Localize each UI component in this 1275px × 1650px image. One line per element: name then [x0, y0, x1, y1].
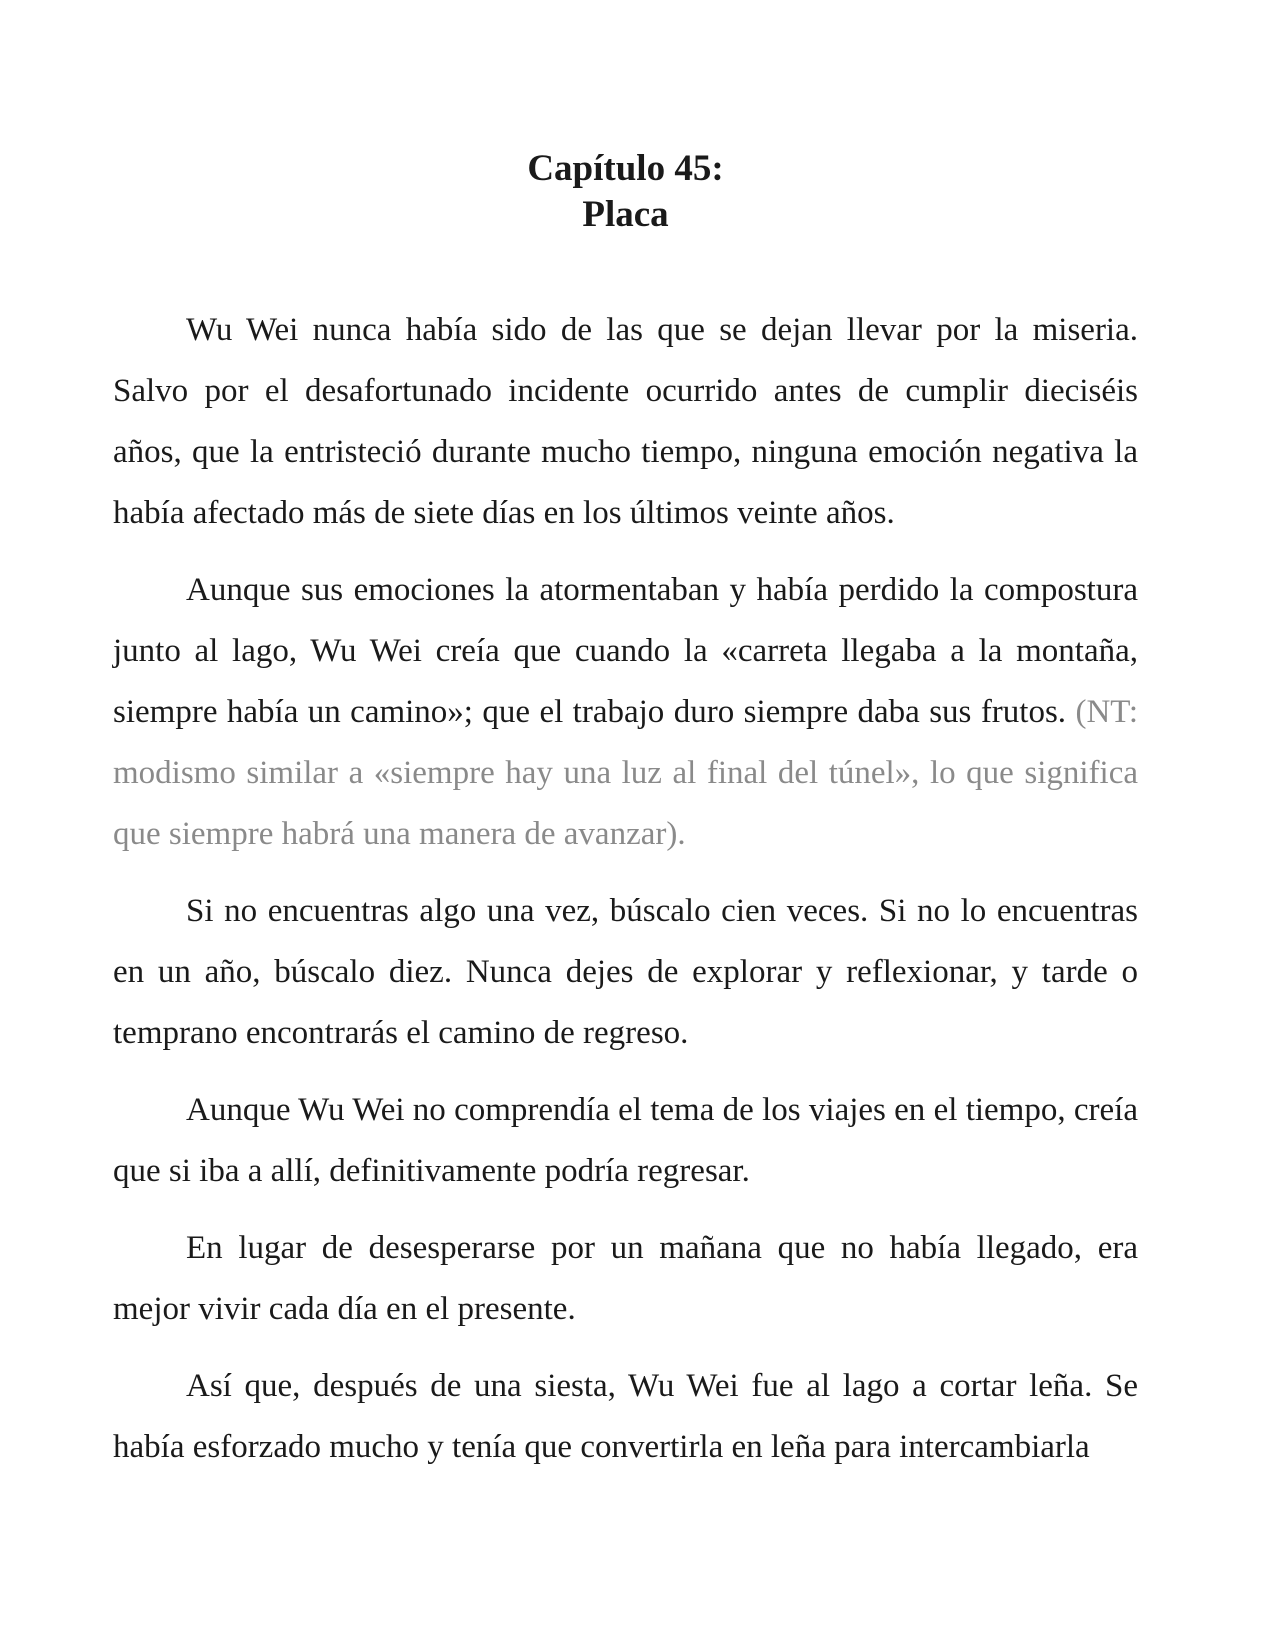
paragraph-6 — [113, 1356, 1138, 1478]
paragraph-text: Aunque sus emociones la atormentaban y había perdido la compostura junto al lago, Wu Wei creía que cuando la «carreta llegaba a la montaña, siempre había un camino»; que el trabajo duro siempre daba sus frutos. — [113, 572, 1138, 730]
paragraph-5 — [113, 1218, 1138, 1340]
paragraph-text: Si no encuentras algo una vez, búscalo cien veces. Si no lo encuentras en un año, búscalo diez. Nunca dejes de explorar y reflexionar, y tarde o temprano encontrarás el camino de regreso. — [113, 893, 1138, 1051]
chapter-heading — [113, 146, 1138, 238]
chapter-number: Capítulo 45: — [527, 148, 724, 189]
paragraph-2 — [113, 560, 1138, 865]
paragraph-1 — [113, 300, 1138, 544]
paragraph-text: Wu Wei nunca había sido de las que se dejan llevar por la miseria. Salvo por el desafortunado incidente ocurrido antes de cumplir dieciséis años, que la entristeció durante mucho tiempo, ninguna emoción negativa la había afectado más de siete días en los últimos veinte años. — [113, 312, 1138, 531]
paragraph-4 — [113, 1080, 1138, 1202]
document-page — [113, 146, 1138, 1494]
chapter-title: Placa — [582, 194, 669, 235]
translator-note: (NT: modismo similar a «siempre hay una luz al final del túnel», lo que significa que siempre habrá una manera de avanzar). — [113, 694, 1138, 852]
paragraph-text: Aunque Wu Wei no comprendía el tema de los viajes en el tiempo, creía que si iba a allí, definitivamente podría regresar. — [113, 1092, 1138, 1189]
paragraph-text: En lugar de desesperarse por un mañana que no había llegado, era mejor vivir cada día en el presente. — [113, 1230, 1138, 1327]
paragraph-3 — [113, 881, 1138, 1064]
paragraph-text: Así que, después de una siesta, Wu Wei fue al lago a cortar leña. Se había esforzado mucho y tenía que convertirla en leña para intercambiarla — [113, 1368, 1138, 1465]
